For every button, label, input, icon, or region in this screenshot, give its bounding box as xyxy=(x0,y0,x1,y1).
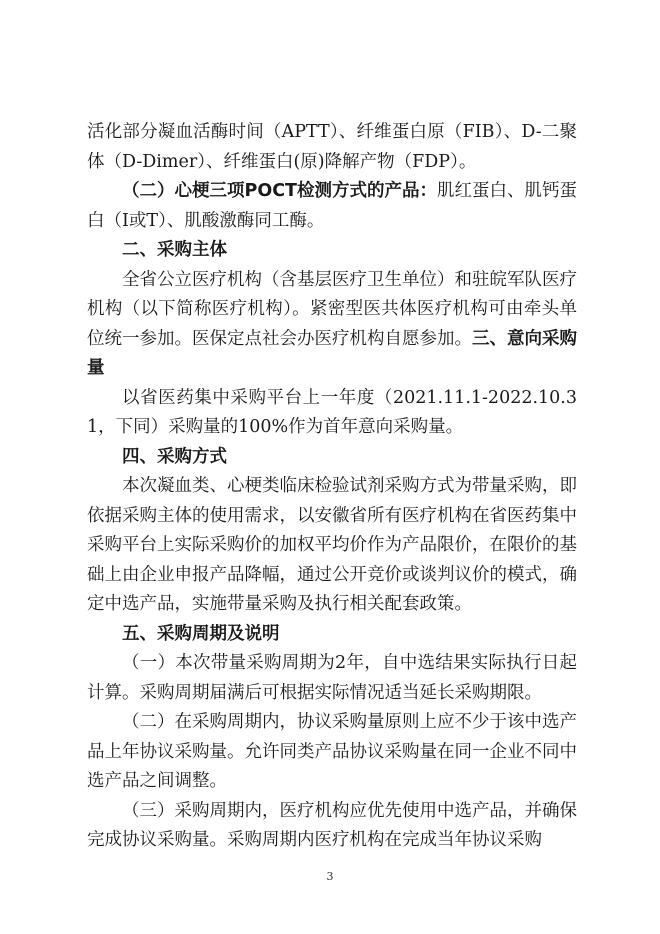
paragraph-period-3 xyxy=(87,797,577,856)
paragraph-text: 全省公立医疗机构（含基层医疗卫生单位）和驻皖军队医疗机构（以下简称医疗机构）。紧密型医共体医疗机构可由牵头单位统一参加。医保定点社会办医疗机构自愿参加。 xyxy=(87,269,577,349)
paragraph-poct-products xyxy=(87,177,577,236)
page-number: 3 xyxy=(326,870,334,883)
paragraph-coagulation-items xyxy=(87,118,577,177)
section-heading-purchasing-entity: 二、采购主体 xyxy=(122,240,227,260)
paragraph-period-1 xyxy=(87,649,577,708)
paragraph-purchasing-entity xyxy=(87,266,577,384)
section-heading-purchasing-method: 四、采购方式 xyxy=(122,446,227,467)
section-heading-purchasing-period: 五、采购周期及说明 xyxy=(122,623,280,644)
paragraph-text: 本次凝血类、心梗类临床检验试剂采购方式为带量采购，即依据采购主体的使用需求，以安徽省所有医疗机构在省医药集中采购平台上实际采购价的加权平均价作为产品限价，在限价的基础上由企业申报产品降幅，通过公开竞价或谈判议价的模式，确定中选产品，实施带量采购及执行相关配套政策。 xyxy=(87,476,577,614)
paragraph-intended-volume xyxy=(87,384,577,443)
document-body xyxy=(87,118,577,856)
paragraph-text: （一）本次带量采购周期为2年，自中选结果实际执行日起计算。采购周期届满后可根据实际情况适当延长采购期限。 xyxy=(87,653,577,703)
paragraph-purchasing-method xyxy=(87,472,577,620)
paragraph-text: 活化部分凝血活酶时间（APTT）、纤维蛋白原（FIB）、D-二聚体（D-Dimer）、纤维蛋白(原)降解产物（FDP）。 xyxy=(87,122,577,172)
section-heading-intended-volume: 三、意向采购量 xyxy=(87,328,577,378)
paragraph-text: （三）采购周期内，医疗机构应优先使用中选产品，并确保完成协议采购量。采购周期内医疗机构在完成当年协议采购 xyxy=(87,800,577,850)
paragraph-period-2 xyxy=(87,708,577,797)
paragraph-text: 以省医药集中采购平台上一年度（2021.11.1-2022.10.31，下同）采购量的100%作为首年意向采购量。 xyxy=(87,387,577,437)
paragraph-text: （二）在采购周期内，协议采购量原则上应不少于该中选产品上年协议采购量。允许同类产品协议采购量在同一企业不同中选产品之间调整。 xyxy=(87,712,577,791)
subheading-poct: （二）心梗三项POCT检测方式的产品： xyxy=(122,181,437,201)
paragraph-text: 肌红蛋白、肌钙蛋白（I或T）、肌酸激酶同工酶。 xyxy=(87,181,578,231)
